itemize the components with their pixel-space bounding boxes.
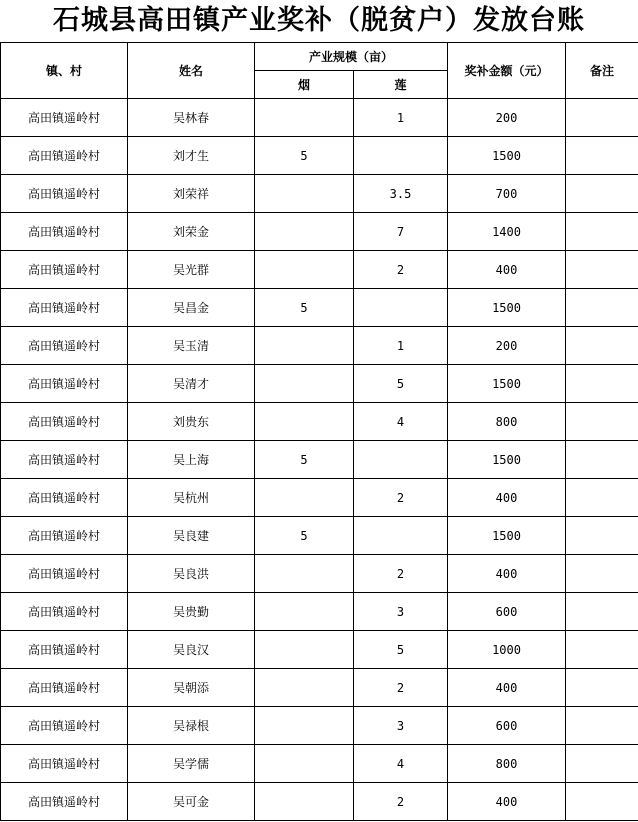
cell-name: 吴上海 — [128, 441, 255, 479]
header-tobacco: 烟 — [255, 71, 354, 99]
cell-tobacco — [255, 555, 354, 593]
cell-lotus: 5 — [354, 631, 448, 669]
cell-remark — [566, 289, 638, 327]
cell-amount: 1500 — [448, 137, 566, 175]
cell-remark — [566, 213, 638, 251]
cell-name: 刘荣祥 — [128, 175, 255, 213]
cell-village: 高田镇遥岭村 — [1, 403, 128, 441]
cell-name: 刘才生 — [128, 137, 255, 175]
header-town-village: 镇、村 — [1, 43, 128, 99]
cell-lotus: 4 — [354, 403, 448, 441]
cell-remark — [566, 365, 638, 403]
cell-village: 高田镇遥岭村 — [1, 783, 128, 821]
header-lotus: 莲 — [354, 71, 448, 99]
cell-tobacco — [255, 631, 354, 669]
header-amount: 奖补金额（元） — [448, 43, 566, 99]
cell-name: 吴可金 — [128, 783, 255, 821]
cell-village: 高田镇遥岭村 — [1, 593, 128, 631]
cell-lotus — [354, 137, 448, 175]
cell-tobacco: 5 — [255, 289, 354, 327]
cell-remark — [566, 441, 638, 479]
table-row — [1, 441, 638, 479]
cell-remark — [566, 99, 638, 137]
cell-remark — [566, 251, 638, 289]
table-row — [1, 707, 638, 745]
cell-tobacco — [255, 327, 354, 365]
cell-name: 吴昌金 — [128, 289, 255, 327]
cell-name: 吴禄根 — [128, 707, 255, 745]
cell-amount: 800 — [448, 745, 566, 783]
table-row — [1, 631, 638, 669]
cell-remark — [566, 593, 638, 631]
cell-tobacco: 5 — [255, 517, 354, 555]
cell-village: 高田镇遥岭村 — [1, 137, 128, 175]
cell-amount: 400 — [448, 555, 566, 593]
cell-amount: 200 — [448, 99, 566, 137]
cell-tobacco — [255, 669, 354, 707]
cell-remark — [566, 327, 638, 365]
cell-village: 高田镇遥岭村 — [1, 327, 128, 365]
cell-name: 吴学儒 — [128, 745, 255, 783]
cell-amount: 800 — [448, 403, 566, 441]
cell-remark — [566, 403, 638, 441]
cell-lotus — [354, 441, 448, 479]
table-row — [1, 745, 638, 783]
cell-lotus: 4 — [354, 745, 448, 783]
cell-remark — [566, 137, 638, 175]
table-row — [1, 517, 638, 555]
cell-tobacco — [255, 403, 354, 441]
cell-village: 高田镇遥岭村 — [1, 669, 128, 707]
cell-tobacco — [255, 251, 354, 289]
table-row — [1, 783, 638, 821]
cell-amount: 1500 — [448, 441, 566, 479]
cell-name: 吴光群 — [128, 251, 255, 289]
cell-amount: 1400 — [448, 213, 566, 251]
cell-village: 高田镇遥岭村 — [1, 745, 128, 783]
table-row — [1, 175, 638, 213]
cell-tobacco — [255, 593, 354, 631]
cell-remark — [566, 175, 638, 213]
cell-remark — [566, 555, 638, 593]
cell-amount: 600 — [448, 707, 566, 745]
cell-name: 吴玉清 — [128, 327, 255, 365]
cell-name: 吴清才 — [128, 365, 255, 403]
header-scale: 产业规模（亩） — [255, 43, 448, 71]
table-row — [1, 289, 638, 327]
cell-village: 高田镇遥岭村 — [1, 251, 128, 289]
subsidy-ledger-table — [0, 42, 638, 821]
page-title: 石城县高田镇产业奖补（脱贫户）发放台账 — [53, 5, 585, 36]
table-row — [1, 213, 638, 251]
cell-village: 高田镇遥岭村 — [1, 517, 128, 555]
header-name: 姓名 — [128, 43, 255, 99]
cell-village: 高田镇遥岭村 — [1, 175, 128, 213]
cell-village: 高田镇遥岭村 — [1, 631, 128, 669]
table-row — [1, 403, 638, 441]
table-row — [1, 555, 638, 593]
cell-amount: 400 — [448, 669, 566, 707]
table-body — [1, 99, 638, 821]
table-row — [1, 99, 638, 137]
cell-name: 吴杭州 — [128, 479, 255, 517]
cell-village: 高田镇遥岭村 — [1, 479, 128, 517]
cell-village: 高田镇遥岭村 — [1, 99, 128, 137]
cell-village: 高田镇遥岭村 — [1, 441, 128, 479]
cell-village: 高田镇遥岭村 — [1, 707, 128, 745]
cell-tobacco — [255, 365, 354, 403]
cell-lotus: 2 — [354, 479, 448, 517]
cell-lotus: 5 — [354, 365, 448, 403]
cell-tobacco — [255, 175, 354, 213]
cell-remark — [566, 631, 638, 669]
cell-amount: 1500 — [448, 365, 566, 403]
cell-remark — [566, 745, 638, 783]
table-row — [1, 137, 638, 175]
cell-amount: 700 — [448, 175, 566, 213]
cell-lotus: 2 — [354, 669, 448, 707]
cell-village: 高田镇遥岭村 — [1, 365, 128, 403]
cell-amount: 400 — [448, 783, 566, 821]
cell-village: 高田镇遥岭村 — [1, 213, 128, 251]
cell-amount: 400 — [448, 479, 566, 517]
cell-amount: 200 — [448, 327, 566, 365]
cell-remark — [566, 707, 638, 745]
cell-lotus: 1 — [354, 327, 448, 365]
table-row — [1, 327, 638, 365]
cell-lotus: 3 — [354, 707, 448, 745]
cell-tobacco — [255, 783, 354, 821]
cell-lotus: 2 — [354, 555, 448, 593]
table-row — [1, 365, 638, 403]
table-row — [1, 669, 638, 707]
cell-name: 吴朝添 — [128, 669, 255, 707]
cell-lotus — [354, 289, 448, 327]
cell-tobacco — [255, 479, 354, 517]
cell-tobacco: 5 — [255, 137, 354, 175]
cell-name: 刘贵东 — [128, 403, 255, 441]
cell-amount: 1500 — [448, 517, 566, 555]
cell-amount: 1000 — [448, 631, 566, 669]
cell-lotus — [354, 517, 448, 555]
cell-name: 吴良建 — [128, 517, 255, 555]
cell-lotus: 3.5 — [354, 175, 448, 213]
cell-remark — [566, 517, 638, 555]
cell-tobacco — [255, 745, 354, 783]
cell-lotus: 2 — [354, 251, 448, 289]
cell-tobacco — [255, 99, 354, 137]
table-row — [1, 593, 638, 631]
cell-tobacco — [255, 707, 354, 745]
cell-lotus: 2 — [354, 783, 448, 821]
cell-name: 刘荣金 — [128, 213, 255, 251]
cell-name: 吴良汉 — [128, 631, 255, 669]
cell-tobacco: 5 — [255, 441, 354, 479]
cell-name: 吴林春 — [128, 99, 255, 137]
table-row — [1, 251, 638, 289]
cell-remark — [566, 783, 638, 821]
cell-amount: 400 — [448, 251, 566, 289]
cell-lotus: 3 — [354, 593, 448, 631]
cell-village: 高田镇遥岭村 — [1, 555, 128, 593]
cell-village: 高田镇遥岭村 — [1, 289, 128, 327]
cell-tobacco — [255, 213, 354, 251]
cell-remark — [566, 669, 638, 707]
cell-lotus: 7 — [354, 213, 448, 251]
cell-lotus: 1 — [354, 99, 448, 137]
header-remark: 备注 — [566, 43, 638, 99]
cell-remark — [566, 479, 638, 517]
cell-name: 吴贵勤 — [128, 593, 255, 631]
cell-name: 吴良洪 — [128, 555, 255, 593]
cell-amount: 1500 — [448, 289, 566, 327]
table-row — [1, 479, 638, 517]
cell-amount: 600 — [448, 593, 566, 631]
